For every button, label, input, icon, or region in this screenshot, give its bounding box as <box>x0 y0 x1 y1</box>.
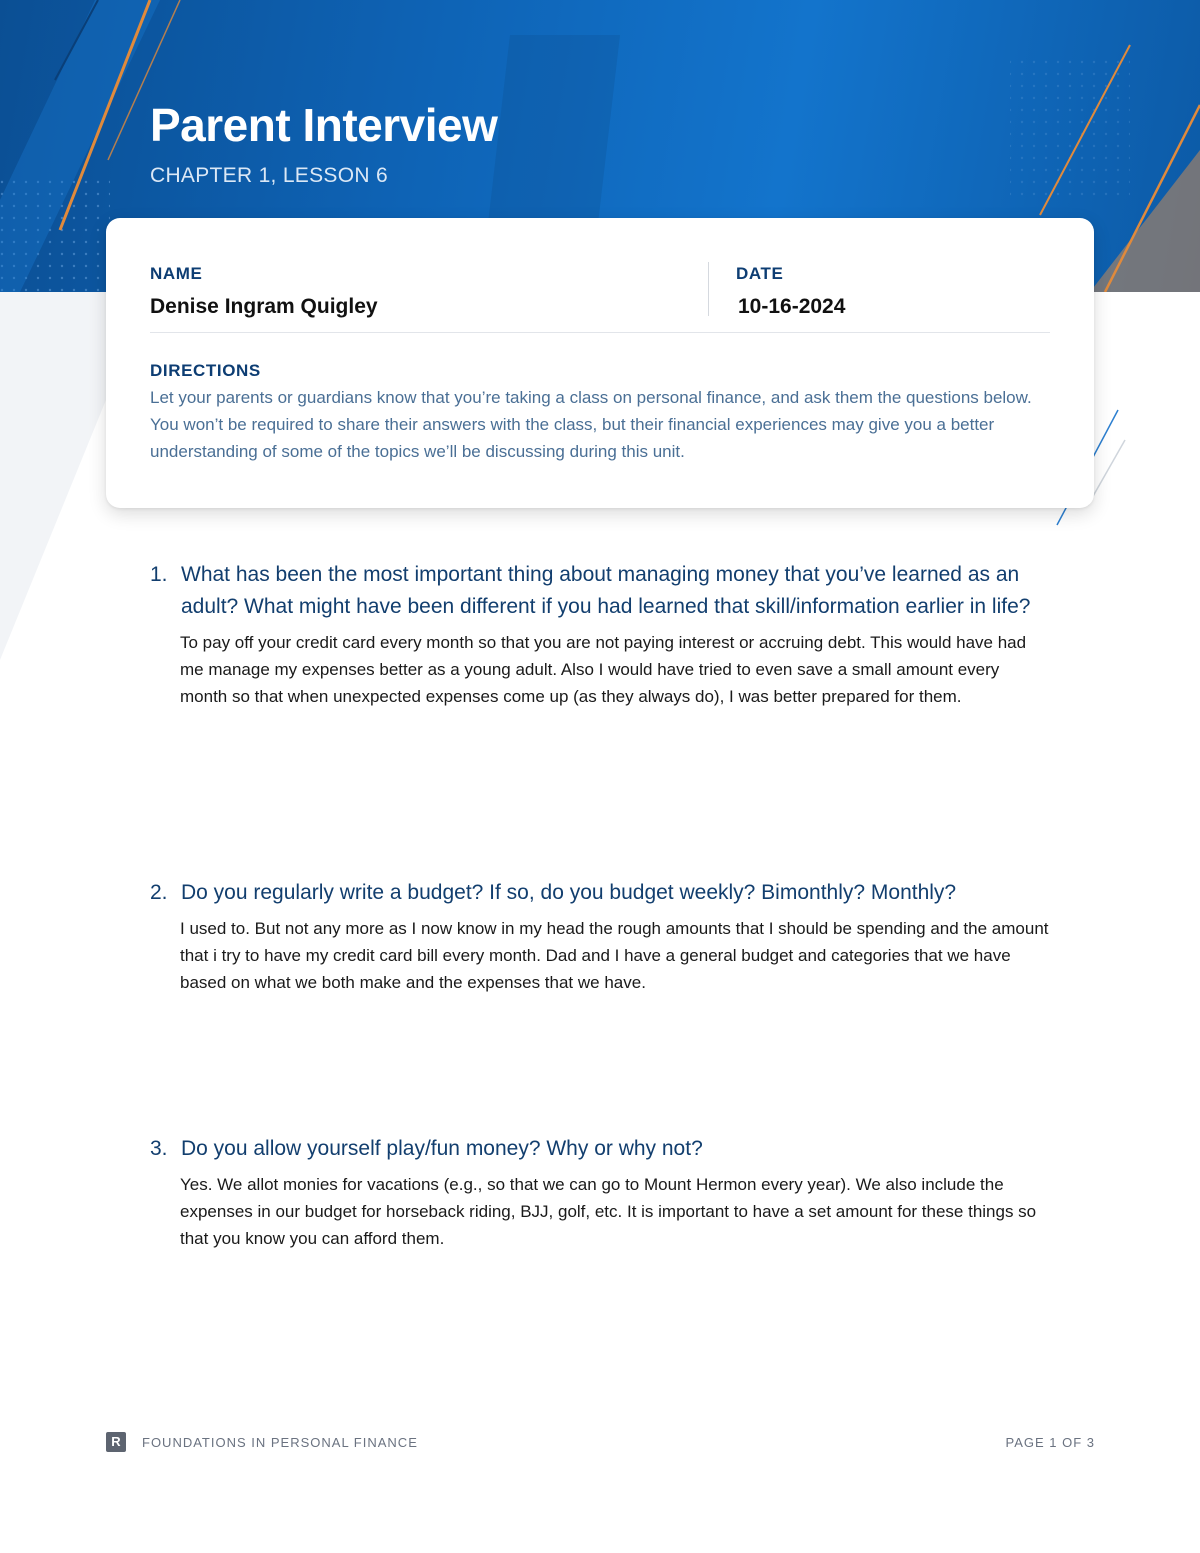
chapter-lesson-subtitle: CHAPTER 1, LESSON 6 <box>150 164 388 187</box>
page-number: PAGE 1 OF 3 <box>1005 1435 1095 1450</box>
section-divider <box>150 332 1050 333</box>
question-number: 2. <box>150 881 168 904</box>
directions-text: Let your parents or guardians know that you’re taking a class on personal finance, and ask them the questions below. You won’t be required to share their answers with the class, but their financial experiences may give you a better understanding of some of the topics we’ll be discussing during this unit. <box>150 388 1032 461</box>
field-divider <box>708 262 709 316</box>
answer-field[interactable]: To pay off your credit card every month so that you are not paying interest or accruing debt. This would have had me manage my expenses better as a young adult. Also I would have tried to even save a small amount every month so that when unexpected expenses come up (as they always do), I was better prepared for them. <box>180 633 1027 706</box>
page-title: Parent Interview <box>150 99 498 151</box>
question-number: 1. <box>150 563 168 586</box>
question-3 <box>150 1133 1050 1252</box>
footer-brand: FOUNDATIONS IN PERSONAL FINANCE <box>142 1435 418 1450</box>
student-info-card <box>106 218 1094 508</box>
question-1 <box>150 559 1050 710</box>
answer-field[interactable]: Yes. We allot monies for vacations (e.g., so that we can go to Mount Hermon every year). We also include the expenses in our budget for horseback riding, BJJ, golf, etc. It is important to have a set amount for these things so that you know you can afford them. <box>180 1175 1037 1248</box>
name-field[interactable]: Denise Ingram Quigley <box>150 295 378 318</box>
question-2 <box>150 877 1050 996</box>
directions-label: DIRECTIONS <box>150 361 261 380</box>
date-field[interactable]: 10-16-2024 <box>738 295 846 318</box>
name-label: NAME <box>150 264 203 283</box>
question-text: What has been the most important thing about managing money that you’ve learned as an adult? What might have been different if you had learned that skill/information earlier in life? <box>181 563 1031 618</box>
brand-logo-icon: R <box>106 1432 126 1452</box>
question-text: Do you regularly write a budget? If so, do you budget weekly? Bimonthly? Monthly? <box>181 881 957 904</box>
date-label: DATE <box>736 264 784 283</box>
answer-field[interactable]: I used to. But not any more as I now know in my head the rough amounts that I should be spending and the amount that i try to have my credit card bill every month. Dad and I have a general budget and categories that we have based on what we both make and the expenses that we have. <box>180 919 1049 992</box>
question-text: Do you allow yourself play/fun money? Why or why not? <box>181 1137 703 1160</box>
question-number: 3. <box>150 1137 168 1160</box>
